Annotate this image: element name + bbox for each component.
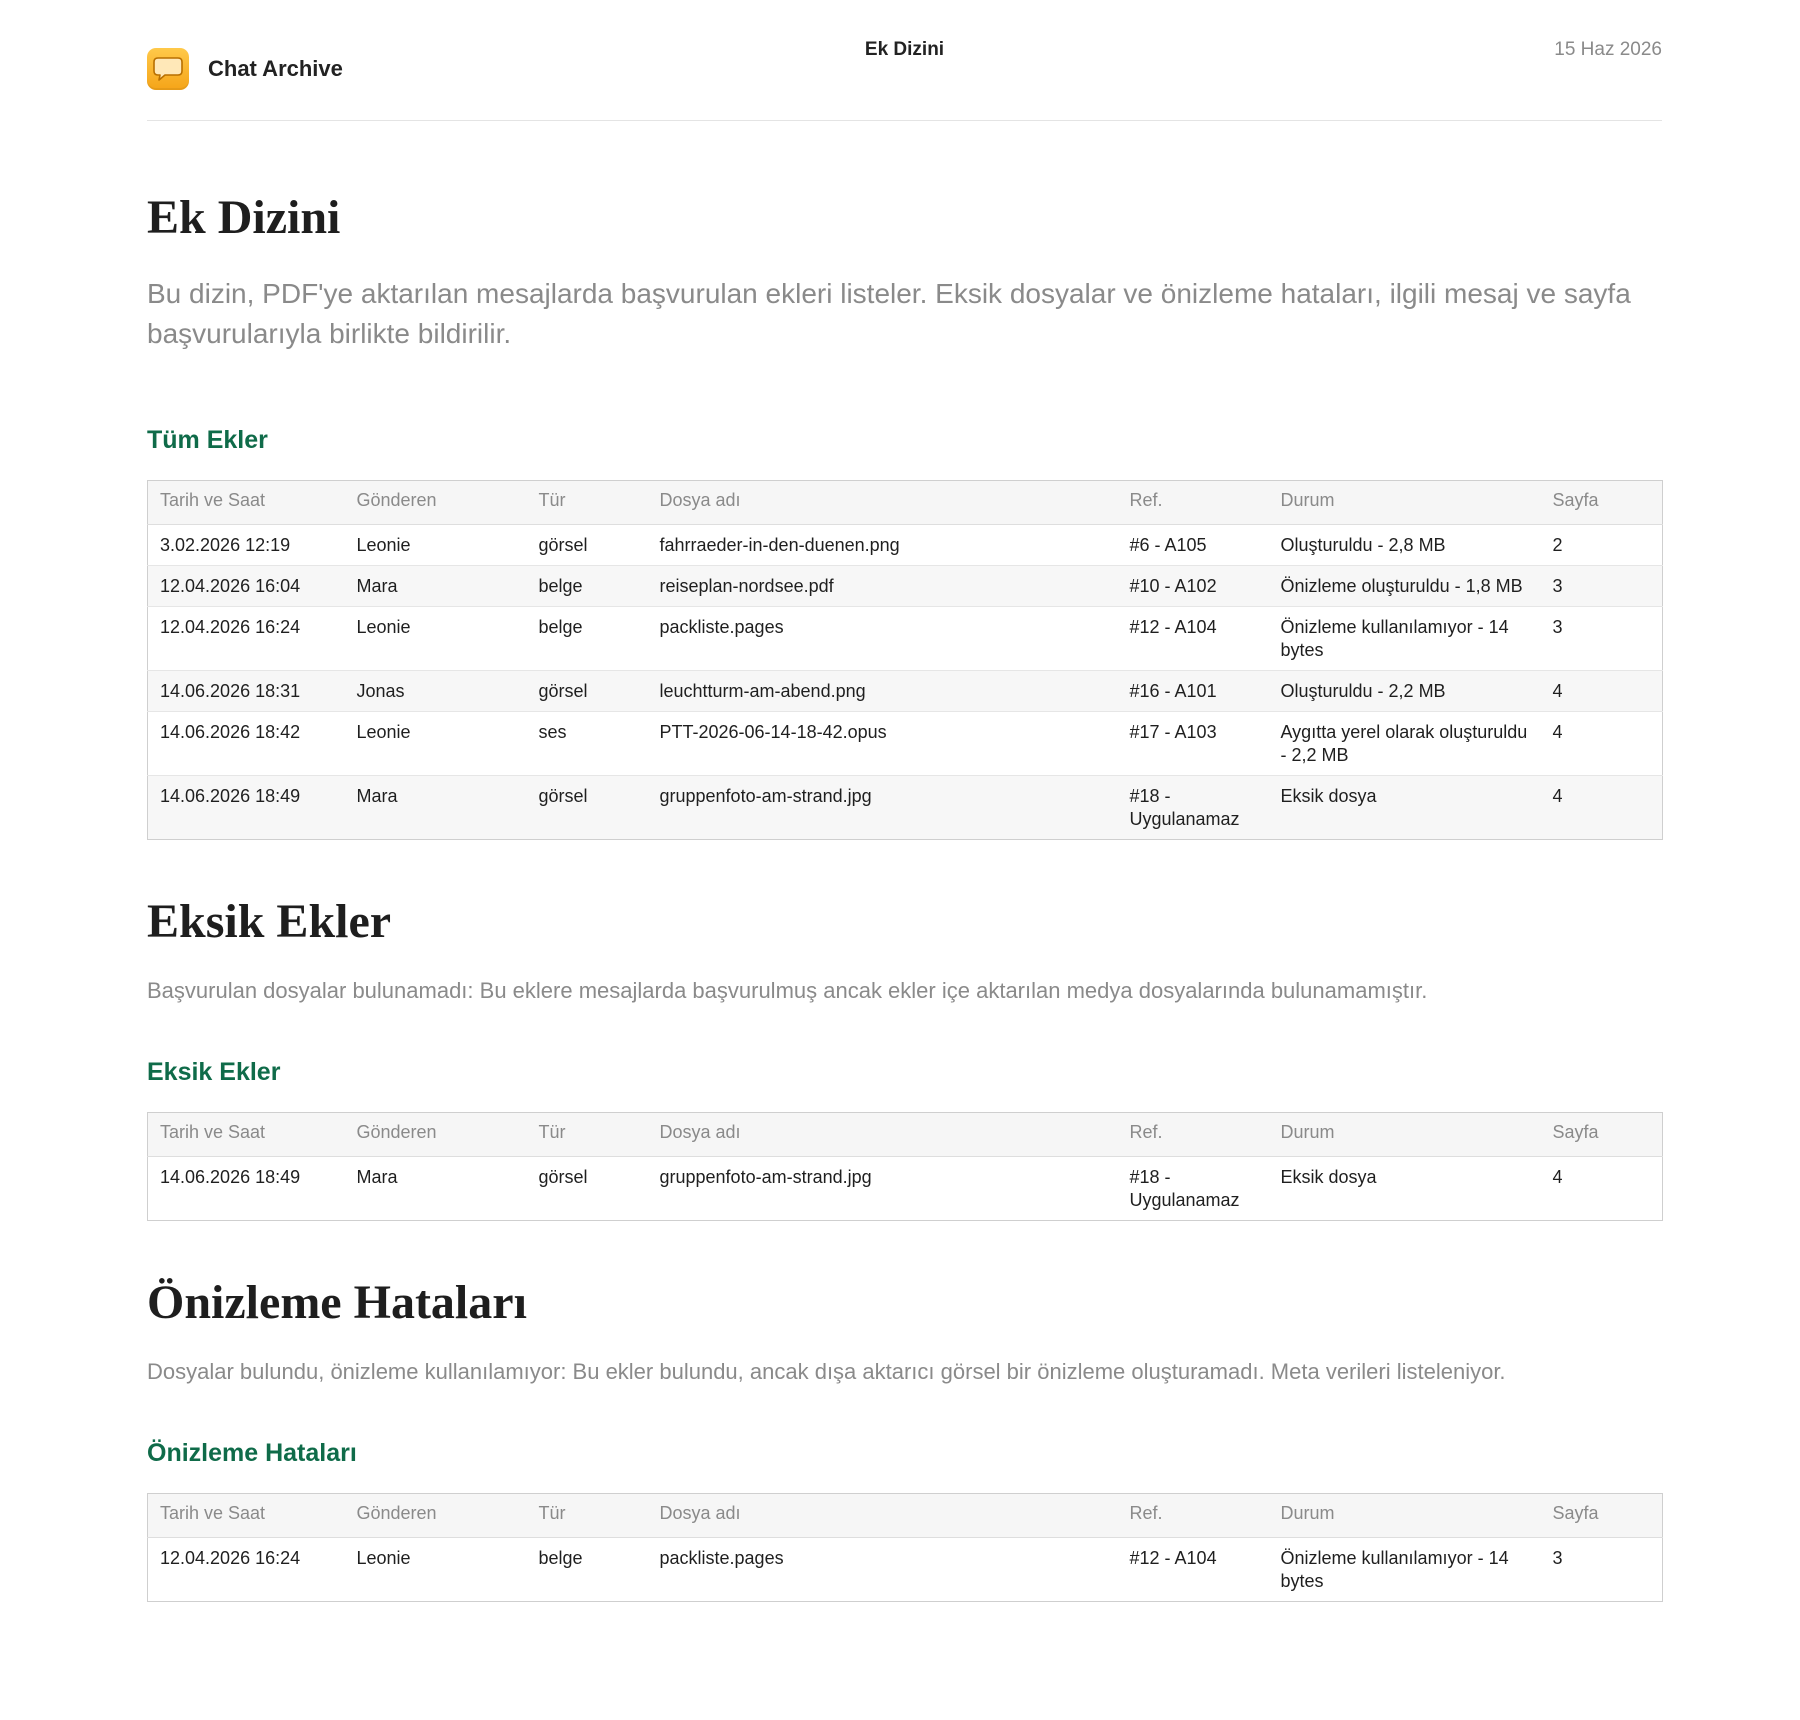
- filename-cell: leuchtturm-am-abend.png: [648, 671, 1118, 712]
- header-title: Ek Dizini: [864, 39, 945, 60]
- missing-attachments-table: [147, 1112, 1663, 1221]
- type-cell: görsel: [527, 671, 648, 712]
- type-cell: belge: [527, 566, 648, 607]
- ref-cell: #12 - A104: [1129, 1548, 1217, 1568]
- filename-cell: PTT-2026-06-14-18-42.opus: [648, 712, 1118, 776]
- status-cell: Eksik dosya: [1269, 776, 1541, 840]
- status-cell: Oluşturuldu - 2,2 MB: [1269, 671, 1541, 712]
- page-cell: 4: [1552, 1167, 1563, 1187]
- filename-cell: gruppenfoto-am-strand.jpg: [659, 1167, 872, 1187]
- table-row: [148, 1538, 1663, 1602]
- column-header: Tür: [527, 1113, 648, 1157]
- column-header: Dosya adı: [648, 481, 1118, 525]
- sender-cell: Leonie: [345, 525, 527, 566]
- page-header: [147, 38, 1662, 121]
- table-header-row: [148, 481, 1663, 525]
- column-header: Tarih ve Saat: [148, 481, 345, 525]
- ref-cell: #18 - Uygulanamaz: [1118, 776, 1269, 840]
- column-header: Ref.: [1118, 481, 1269, 525]
- table-header-row: [148, 1113, 1663, 1157]
- table-row: [148, 712, 1663, 776]
- column-header: Tür: [527, 1494, 648, 1538]
- ref-cell: #18 - Uygulanamaz: [1129, 1167, 1240, 1210]
- filename-cell: packliste.pages: [648, 607, 1118, 671]
- page-cell: 3: [1541, 607, 1663, 671]
- column-header: Gönderen: [345, 481, 527, 525]
- ref-cell: #16 - A101: [1118, 671, 1269, 712]
- date-cell: 14.06.2026 18:49: [160, 1167, 301, 1187]
- preview-errors-heading: Önizleme Hataları: [147, 1439, 357, 1467]
- date-cell: 12.04.2026 16:24: [160, 1548, 301, 1568]
- page-cell: 4: [1541, 712, 1663, 776]
- page-cell: 3: [1552, 1548, 1563, 1568]
- type-cell: belge: [527, 607, 648, 671]
- ref-cell: #12 - A104: [1118, 607, 1269, 671]
- type-cell: görsel: [527, 525, 648, 566]
- page-cell: 4: [1541, 776, 1663, 840]
- table-row: [148, 566, 1663, 607]
- column-header: Ref.: [1118, 1494, 1269, 1538]
- status-cell: Önizleme oluşturuldu - 1,8 MB: [1269, 566, 1541, 607]
- ref-cell: #6 - A105: [1118, 525, 1269, 566]
- type-cell: ses: [527, 712, 648, 776]
- status-cell: Eksik dosya: [1280, 1167, 1377, 1187]
- status-cell: Aygıtta yerel olarak oluşturuldu - 2,2 MB: [1269, 712, 1541, 776]
- date-cell: 14.06.2026 18:42: [148, 712, 345, 776]
- date-cell: 14.06.2026 18:49: [148, 776, 345, 840]
- status-cell: Oluşturuldu - 2,8 MB: [1269, 525, 1541, 566]
- sender-cell: Leonie: [356, 1548, 411, 1568]
- table-row: [148, 607, 1663, 671]
- all-attachments-table: [147, 480, 1663, 840]
- preview-errors-description: Dosyalar bulundu, önizleme kullanılamıyor: Bu ekler bulundu, ancak dışa aktarıcı görsel bir önizleme oluşturamadı. Meta verileri listeleniyor.: [147, 1359, 1506, 1384]
- column-header: Gönderen: [345, 1494, 527, 1538]
- column-header: Tarih ve Saat: [148, 1494, 345, 1538]
- app-name: Chat Archive: [208, 56, 343, 81]
- column-header: Dosya adı: [648, 1494, 1118, 1538]
- page-cell: 4: [1541, 671, 1663, 712]
- table-header-row: [148, 1494, 1663, 1538]
- sender-cell: Mara: [345, 566, 527, 607]
- table-row: [148, 525, 1663, 566]
- column-header: Gönderen: [345, 1113, 527, 1157]
- column-header: Ref.: [1118, 1113, 1269, 1157]
- ref-cell: #17 - A103: [1118, 712, 1269, 776]
- all-attachments-heading: Tüm Ekler: [147, 426, 268, 454]
- column-header: Dosya adı: [648, 1113, 1118, 1157]
- header-date: 15 Haz 2026: [1554, 39, 1662, 60]
- sender-cell: Mara: [356, 1167, 398, 1187]
- sender-cell: Leonie: [345, 607, 527, 671]
- date-cell: 14.06.2026 18:31: [148, 671, 345, 712]
- status-cell: Önizleme kullanılamıyor - 14 bytes: [1269, 607, 1541, 671]
- column-header: Durum: [1269, 1494, 1541, 1538]
- table-row: [148, 671, 1663, 712]
- preview-errors-table: [147, 1493, 1663, 1602]
- column-header: Durum: [1269, 1113, 1541, 1157]
- sender-cell: Jonas: [345, 671, 527, 712]
- status-cell: Önizleme kullanılamıyor - 14 bytes: [1280, 1548, 1509, 1591]
- main-content: [147, 190, 1662, 1602]
- filename-cell: fahrraeder-in-den-duenen.png: [648, 525, 1118, 566]
- preview-errors-section-title: Önizleme Hataları: [147, 1276, 527, 1329]
- table-row: [148, 1157, 1663, 1221]
- table-row: [148, 776, 1663, 840]
- ref-cell: #10 - A102: [1118, 566, 1269, 607]
- date-cell: 12.04.2026 16:24: [148, 607, 345, 671]
- filename-cell: packliste.pages: [659, 1548, 784, 1568]
- column-header: Durum: [1269, 481, 1541, 525]
- column-header: Tarih ve Saat: [148, 1113, 345, 1157]
- column-header: Tür: [527, 481, 648, 525]
- page-cell: 3: [1541, 566, 1663, 607]
- intro-text: Bu dizin, PDF'ye aktarılan mesajlarda başvurulan ekleri listeler. Eksik dosyalar ve önizleme hataları, ilgili mesaj ve sayfa başvurularıyla birlikte bildirilir.: [147, 278, 1631, 349]
- type-cell: görsel: [527, 776, 648, 840]
- column-header: Sayfa: [1541, 481, 1663, 525]
- column-header: Sayfa: [1541, 1494, 1663, 1538]
- column-header: Sayfa: [1541, 1113, 1663, 1157]
- type-cell: görsel: [538, 1167, 588, 1187]
- missing-section-title: Eksik Ekler: [147, 895, 392, 948]
- filename-cell: gruppenfoto-am-strand.jpg: [648, 776, 1118, 840]
- missing-attachments-heading: Eksik Ekler: [147, 1058, 281, 1086]
- date-cell: 3.02.2026 12:19: [148, 525, 345, 566]
- page-cell: 2: [1541, 525, 1663, 566]
- sender-cell: Mara: [345, 776, 527, 840]
- sender-cell: Leonie: [345, 712, 527, 776]
- missing-description: Başvurulan dosyalar bulunamadı: Bu eklere mesajlarda başvurulmuş ancak ekler içe aktarılan medya dosyalarında bulunamamıştır.: [147, 978, 1428, 1003]
- date-cell: 12.04.2026 16:04: [148, 566, 345, 607]
- page-title: Ek Dizini: [147, 191, 341, 244]
- filename-cell: reiseplan-nordsee.pdf: [648, 566, 1118, 607]
- type-cell: belge: [538, 1548, 583, 1568]
